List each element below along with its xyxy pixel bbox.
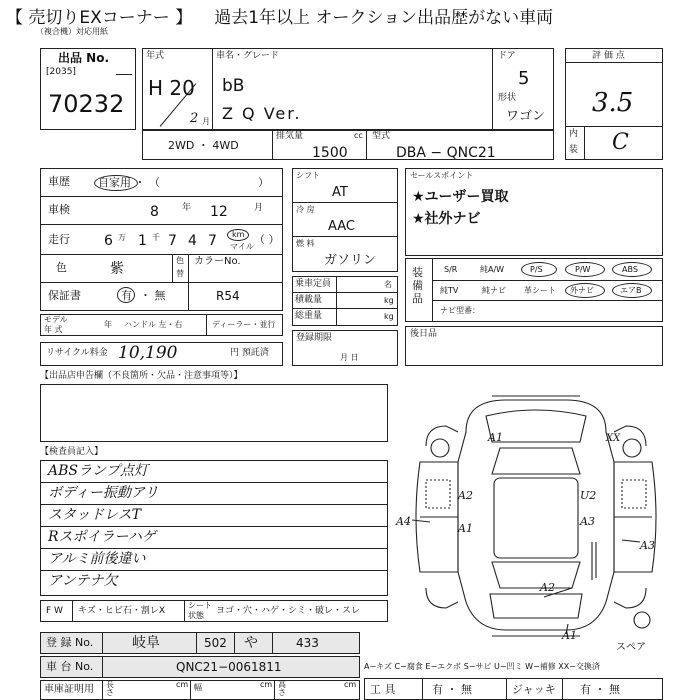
recycle-unit: 円 預託済 — [230, 348, 269, 358]
inspector-note-6: アンテナ欠 — [48, 573, 118, 589]
mileage-mile: マイル — [230, 242, 254, 251]
mark-a2-left: A2 — [458, 489, 473, 502]
car-diagram — [396, 392, 676, 642]
equipment-label: 装 備 品 — [412, 266, 423, 305]
equip-sr: S/R — [444, 265, 458, 274]
mark-a1-center: A1 — [458, 522, 473, 535]
afterfit-label: 後日品 — [410, 329, 438, 339]
grade-value: 3.5 — [592, 88, 634, 118]
mark-a4: A4 — [396, 515, 411, 528]
interior-label-2: 装 — [569, 145, 579, 155]
weight-unit: kg — [384, 312, 394, 321]
mark-a1-left: A1 — [488, 431, 503, 444]
interior-label-1: 内 — [569, 129, 579, 139]
tools-label: 工 具 — [370, 683, 396, 696]
car-model: bB — [222, 76, 245, 96]
cert-label: 車庫証明用 — [44, 684, 94, 695]
year-month-unit: 月 — [202, 117, 210, 126]
equip-leather: 革シート — [524, 286, 556, 295]
mileage-label: 走行 — [48, 233, 70, 246]
seat-text: ヨゴ・穴・ハゲ・シミ・破レ・スレ — [216, 606, 361, 616]
car-grade: Z Q Ver. — [222, 104, 302, 123]
shape-value: ワゴン — [506, 109, 546, 124]
equip-tv: 純TV — [440, 286, 459, 295]
lot-sub: [2035] — [46, 67, 76, 77]
history-value: 自家用 ・ （ — [98, 176, 160, 189]
top-note: （複合機）対応用紙 — [36, 27, 108, 36]
fw-label: F W — [46, 606, 63, 616]
inspector-note-2: ボディー振動アリ — [48, 485, 159, 501]
fuel-value: ガソリン — [324, 253, 377, 268]
mark-a3-right: A3 — [580, 515, 595, 528]
lot-number: 70232 — [48, 90, 125, 118]
plate-kana: や — [244, 635, 258, 651]
chassis-value: QNC21−0061811 — [176, 660, 282, 674]
mark-xx: XX — [606, 433, 621, 444]
capacity-label: 乗車定員 — [295, 279, 332, 289]
weight-label: 総重量 — [295, 311, 323, 321]
inspection-label: 車検 — [48, 203, 70, 216]
color-no-value: R54 — [216, 289, 240, 303]
equip-ps: P/S — [530, 265, 543, 274]
cert-height-cm: cm — [344, 680, 357, 689]
fuel-label: 燃 料 — [296, 239, 315, 248]
inspection-year: 8 — [150, 204, 159, 220]
inspector-note-3: スタッドレスT — [48, 507, 141, 523]
plate-number: 433 — [296, 636, 319, 650]
mark-a1-bottom: A1 — [562, 629, 577, 642]
inspection-month: 12 — [210, 204, 228, 220]
mileage-sen: 1 — [138, 233, 147, 249]
sales-point-1: ★ユーザー買取 — [412, 189, 509, 205]
seat-label-1: シート — [188, 601, 212, 610]
sales-point-2: ★社外ナビ — [412, 211, 481, 227]
capacity-unit: 名 — [384, 280, 392, 289]
color-change-1: 色 — [176, 256, 184, 265]
shape-label: 形状 — [498, 93, 517, 103]
plate-place: 岐阜 — [132, 635, 160, 651]
color-label: 色 — [56, 261, 67, 274]
history-label: 車歴 — [48, 175, 70, 188]
recycle-label: リサイクル料金 — [46, 348, 108, 358]
registration-label: 登録期限 — [296, 333, 333, 343]
mark-u2-right: U2 — [580, 489, 597, 502]
inspector-note-4: Rスポイラーハゲ — [48, 529, 156, 545]
registration-unit: 月 日 — [340, 353, 359, 362]
afterfit-box — [405, 326, 663, 366]
cert-length: 長さ — [106, 680, 114, 697]
warranty-label: 保証書 — [48, 289, 81, 302]
equip-ext-navi: 外ナビ — [570, 286, 594, 295]
cert-width-cm: cm — [260, 680, 273, 689]
tools-value: 有 ・ 無 — [432, 683, 472, 696]
mileage-man: 6 — [104, 233, 113, 249]
door-label: ドア — [498, 51, 516, 61]
fw-text: キズ・ヒビ石・割レX — [78, 606, 165, 616]
jack-label: ジャッキ — [512, 683, 556, 696]
banner-left: 【 売切りEXコーナー 】 — [6, 7, 193, 28]
grade-label: 評 価 点 — [592, 51, 625, 61]
color-change-2: 替 — [176, 269, 184, 278]
year-era: H 20 — [148, 76, 195, 100]
load-unit: kg — [384, 296, 394, 305]
seat-label-2: 状態 — [188, 611, 204, 620]
displacement-label: 排気量 — [276, 131, 304, 141]
model-year-label-2: 年 式 — [44, 325, 63, 334]
inspection-year-unit: 年 — [182, 203, 192, 213]
plate-label: 登 録 No. — [46, 636, 94, 649]
equip-abs: ABS — [622, 265, 638, 274]
equip-airbag: エアB — [620, 286, 642, 295]
sales-label: セールスポイント — [410, 171, 474, 180]
year-month: 2 — [190, 111, 199, 126]
displacement-unit: cc — [354, 131, 363, 140]
warranty-yes: 有 — [121, 289, 132, 302]
name-label: 車名・グレード — [216, 51, 280, 61]
year-label: 年式 — [146, 51, 165, 61]
warranty-no: ・ 無 — [140, 289, 166, 302]
chassis-label: 車 台 No. — [46, 660, 94, 673]
interior-value: C — [612, 130, 629, 155]
shift-value: AT — [332, 185, 348, 200]
equip-alloy: 純A/W — [480, 265, 505, 274]
model-type-value: DBA − QNC21 — [396, 145, 496, 161]
drive-value: 2WD ・ 4WD — [168, 139, 239, 152]
mark-a3-far: A3 — [640, 539, 655, 552]
model-year-label-1: モデル — [44, 315, 68, 324]
report-box — [40, 384, 388, 442]
recycle-value: 10,190 — [118, 343, 178, 363]
plate-class: 502 — [204, 636, 227, 650]
door-value: 5 — [518, 68, 530, 89]
cert-length-cm: cm — [176, 680, 189, 689]
inspection-month-unit: 月 — [254, 203, 264, 213]
ac-value: AAC — [328, 219, 355, 234]
mileage-sen-unit: 千 — [152, 233, 160, 242]
color-no-label: カラーNo. — [194, 256, 241, 267]
navi-model-label: ナビ型番： — [440, 306, 480, 315]
mileage-paren: （ ） — [254, 233, 280, 246]
color-value: 紫 — [110, 261, 124, 277]
model-year-handle: ハンドル 左・右 — [124, 320, 183, 329]
inspector-label: 【検査員記入】 — [40, 447, 104, 457]
inspector-note-1: ABSランプ点灯 — [48, 463, 148, 479]
report-label: 【出品店申告欄（不良箇所・欠品・注意事項等）】 — [40, 371, 243, 381]
load-label: 積載量 — [295, 295, 323, 305]
inspector-note-5: アルミ前後違い — [48, 551, 146, 567]
mark-a2-bottom: A2 — [540, 581, 555, 594]
model-type-label: 型式 — [372, 131, 391, 141]
damage-legend: A−キズ C−腐食 E−エクボ S−サビ U−凹ミ W−補修 XX−交換済 — [364, 662, 600, 671]
banner-right: 過去1年以上 オークション出品歴がない車両 — [214, 7, 554, 28]
equip-pw: P/W — [575, 265, 591, 274]
model-year-dealer: ディーラー・並行 — [212, 320, 276, 329]
equip-navi: 純ナビ — [482, 286, 506, 295]
shift-label: シフト — [296, 171, 320, 180]
history-close: ） — [258, 176, 269, 189]
spare-label: スペア — [616, 642, 646, 653]
mileage-ichi: 7 — [208, 233, 217, 249]
mileage-juu: 4 — [188, 233, 197, 249]
cert-height: 高さ — [278, 680, 286, 697]
jack-value: 有 ・ 無 — [580, 683, 620, 696]
model-year-year: 年 — [104, 320, 112, 329]
displacement-value: 1500 — [312, 145, 348, 161]
lot-label: 出品 No. — [58, 51, 110, 65]
mileage-km: km — [232, 230, 245, 239]
mileage-hyaku: 7 — [168, 233, 177, 249]
mileage-man-unit: 万 — [118, 233, 126, 242]
ac-label: 冷 房 — [296, 205, 315, 214]
cert-width: 幅 — [194, 683, 202, 692]
